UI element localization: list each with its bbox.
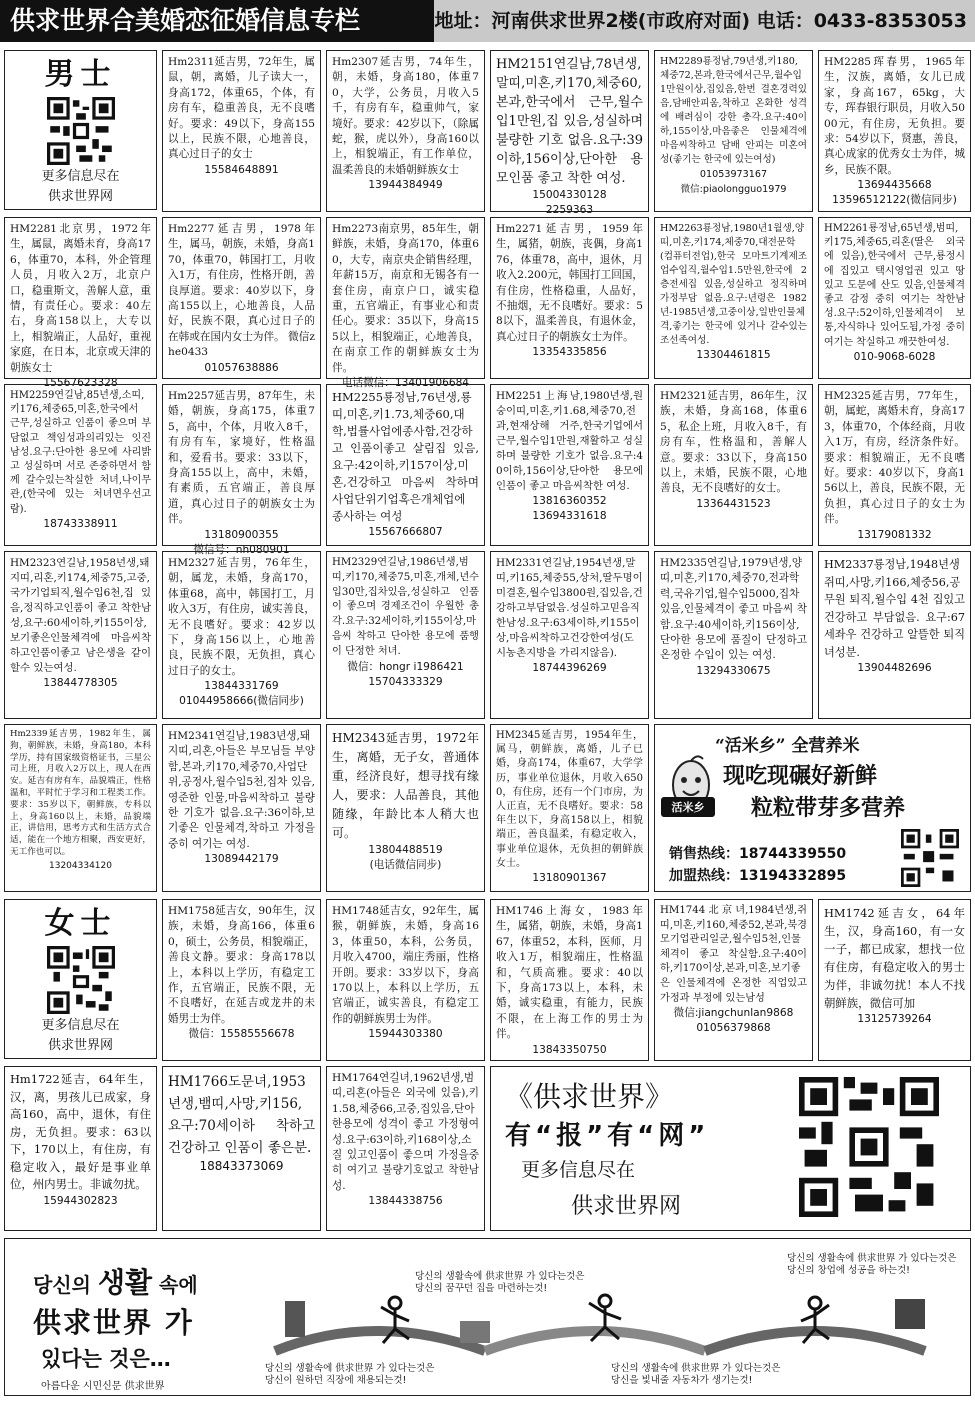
banner-tagline: 아름다운 시민신문 供求世界 <box>41 1381 165 1392</box>
ad-text: HM2327延吉男，76年生，朝，属龙，未婚，身高170，体重68，高中，韩国打工，月收入3万，有住房，诚实善良，无不良嗜好。要求：42岁以下，身高156以上，心地善良，民族不限，无负担，真心过日子的女士。 <box>168 557 315 677</box>
ad-card <box>654 50 813 212</box>
ad-phone: 18744396269 <box>532 662 607 674</box>
ad-card <box>818 899 971 1061</box>
ad-text: Hm2277延吉男，1978年生，属马，朝族，未婚，身高170，体重70，韩国打工，月收入1万，有住房，性格开朗，善良厚道。要求：40岁以下，身高155以上，心地善良，人品好，民族不限，真心过日子的在韩或在国内女士为伴。 微信zhe0433 <box>168 223 315 359</box>
ad-text: HM2151연길남,78년생,말띠,미혼,키170,체중60,본과,한국에서 근무,월수입1만원,집 있음,성실하며 불량한 기호 없음.요구:39이하,156이상,단아한 용모인품 좋고 착한 여성. <box>496 57 643 186</box>
banner-line-2: 供求世界 가 <box>33 1306 194 1339</box>
ad-text: HM2325延吉男，77年生，朝，属蛇，离婚未育，身高173，体重70，个体经商，月收入1万，有房，经济条件好。要求：相貌端正，无不良嗜好。要求：40岁以下，身高156以上，善良，民族不限，无负担，真心过日子的女士为伴。 <box>824 390 965 526</box>
join-label: 加盟热线： <box>669 868 739 884</box>
ad-text: Hm1722延吉，64年生，汉，离，男孩儿已成家，身高160，高中，退休，有住房，无负担。要求：63以下，170以上，有住房，有稳定收入，最好是事业单位，州内男士。非诚勿扰。 <box>10 1072 151 1191</box>
ad-phone: 13294330675 <box>696 664 771 677</box>
ad-phone: 15004330128 2259363 <box>532 189 607 216</box>
banner-caption-car: 당신의 생활속에 供求世界 가 있다는것은 당신을 빛내줄 자동차가 생기는것! <box>611 1363 781 1386</box>
qr-code-icon <box>901 829 959 887</box>
ad-text: Hm2273南京男，85年生，朝鲜族，未婚，身高170，体重60，大专，南京央企销售经理，年薪15万，南京和无锡各有一套住房，南京户口，诚实稳重，五官端正，有事业心和责任心。要求：35以下，身高155以上，相貌端正，心地善良，在南京工作的朝鲜族女士为伴。 <box>332 223 479 374</box>
banner-line-3: 있다는 것은… <box>41 1347 171 1371</box>
ad-card <box>4 384 157 546</box>
ad-card <box>326 551 485 719</box>
ad-card <box>4 551 157 719</box>
banner-word-1: 당신의 <box>33 1273 91 1297</box>
ad-text: HM2281北京男，1972年生，属鼠，离婚未育，身高176，体重70，本科，外企管理人员，月收入2万，北京户口，稳重斯文，善解人意，重情，有责任心。要求：40左右，身高158以上，大专以上，相貌端正，人品好，重视家庭，在日本，北京或天津的朝族女士 <box>10 223 151 374</box>
promo-more: 更多信息尽在 <box>521 1159 636 1181</box>
ad-phone: 010-9068-6028 <box>853 350 936 363</box>
ad-card <box>654 899 813 1061</box>
ad-phone: 13843350750 <box>532 1043 607 1056</box>
ad-card <box>490 724 649 892</box>
ad-phone: 微信：15585556678 <box>188 1028 295 1041</box>
ad-card <box>490 899 649 1061</box>
rice-slogan-2: 粒粒带芽多营养 <box>751 796 906 821</box>
ad-phone: 01057638886 <box>204 361 279 374</box>
ad-card <box>490 551 649 719</box>
ad-phone: 13204334120 <box>49 860 112 871</box>
ad-text: HM2329연길남,1986년생,범띠,키170,체중75,미혼,개체,년수입30만,집차있음,성실하고 인품이 좋으며 경제조건이 우월한 총각.요구:32세이하,키155이상,마음씨 착하고 단아한 용모에 품행이 단정한 처녀. <box>332 557 480 657</box>
ad-phone: 15944302823 <box>43 1194 118 1207</box>
ad-phone: 微信：hongr i1986421 15704333329 <box>347 660 464 688</box>
ad-card <box>490 217 649 379</box>
men-brand-text: 供求世界网 <box>47 189 113 204</box>
ad-card <box>654 384 813 546</box>
page-title: 供求世界合美婚恋征婚信息专栏 <box>0 0 434 42</box>
ad-phone: 13804488519 (电话微信同步) <box>368 844 443 871</box>
banner-word-3: 속에 <box>159 1273 198 1297</box>
sales-label: 销售热线： <box>669 846 739 862</box>
women-badge <box>4 899 157 1059</box>
qr-code-icon <box>47 946 115 1014</box>
ad-phone: 15584648891 <box>204 163 279 176</box>
ad-text: HM2251上海남,1980년생,원숭이띠,미혼,키1.68,체중70,전과,현재상해 거주,한국기업에서근무,월수입1만원,재활하고 성실하며 불량한 기호가 없음.요구:40이하,156이상,단아한 용모에 인품이 좋고 마음씨착한 여성. <box>496 390 644 492</box>
ad-phone: 微信:jiangchunlan9868 01056379868 <box>673 1007 794 1035</box>
sales-phone: 18744339550 <box>739 846 847 862</box>
ad-card <box>326 724 485 892</box>
header-address: 地址：河南供求世界2楼(市政府对面) 电话：0433-8353053 <box>434 0 975 42</box>
ad-card <box>326 1066 485 1231</box>
men-label: 男士 <box>44 57 117 92</box>
banner-caption-business: 당신의 생활속에 供求世界 가 있다는것은 당신의 창업에 성공을 하는것! <box>787 1253 957 1276</box>
ad-card <box>818 551 971 719</box>
page-header <box>0 0 975 42</box>
women-label: 女士 <box>44 906 117 941</box>
ad-phone: 13694435668 13596512122(微信同步) <box>832 179 957 207</box>
ad-text: HM2321延吉男，86年生，汉族，未婚，身高168，体重65，私企上班，月收入8千，有房有车，性格温和，善解人意。要求：33以下，身高150以上，未婚，民族不限，心地善良，无不良嗜好的女士。 <box>660 390 807 495</box>
ad-card <box>4 1066 157 1231</box>
ad-card <box>818 217 971 379</box>
women-more-text: 更多信息尽在 <box>41 1018 120 1033</box>
promo-title: 《供求世界》 <box>505 1080 674 1113</box>
ad-text: HM2341연길남,1983년생,돼지띠,리혼,아들은 부모님들 부양함,본과,키170,체중70,사업단위,공정사,월수입5천,집차 있음,영준한 인물,마음씨착하고 불량한 기호가 없음.요구:36이하,보기좋은 인물체격,착하고 가정을 중히 여기는 여성. <box>168 730 315 850</box>
banner-caption-job: 당신의 생활속에 供求世界 가 있다는것은 당신이 원하던 직장에 채용되는것! <box>265 1363 435 1386</box>
ad-text: HM1748延吉女，92年生，属猴，朝鲜族，未婚，身高163，体重50，本科，公务员，月收入4700，端庄秀丽，性格开朗。要求：33岁以下，身高170以上，本科以上学历，五官端正，诚实善良，有稳定工作的朝鲜族男士为伴。 <box>332 905 479 1025</box>
rice-logo: 活米乡 <box>661 797 715 817</box>
ad-text: HM2289룡정남,79년생,키180,체중72,본과,한국에서근무,월수입1만원이상,집있음,한번 결혼경력있음,담배안피움,착하고 온화한 성격에 배려심이 강한 총각.요구:40이하,155이상,마음좋은 인물체격에 마음씨착하고 담배 안피는 미혼여성(좋기는 한국에 있는여성) <box>660 56 807 165</box>
promo-brand: 供求世界网 <box>571 1194 682 1219</box>
rice-slogan-1: 现吃现碾好新鲜 <box>723 764 878 789</box>
ad-phone: 18843373069 <box>199 1159 284 1173</box>
ad-phone: 13816360352 13694331618 <box>532 495 607 522</box>
banner-caption-house: 당신의 생활속에 供求世界 가 있다는것은 당신의 꿈꾸던 집을 마련하는것! <box>415 1271 585 1294</box>
join-phone: 13194332895 <box>739 868 847 884</box>
ad-card <box>326 217 485 390</box>
ad-phone: 13364431523 <box>696 497 771 510</box>
ad-text: HM2259연길남,85년생,소띠,키176,체중65,미혼,한국에서 근무,성실하고 인품이 좋으며 부담없고 책임성과의리있는 잇진 남성.요구:단아한 용모에 사리밝고 성실하며 서로 존중하면서 함께 갈수있는착실한 처녀,나이무관,(한국에 있는 처녀면우선고람). <box>10 390 151 515</box>
ad-phone: 13089442179 <box>204 853 279 866</box>
men-badge <box>4 50 157 210</box>
ad-card <box>162 551 321 719</box>
ad-phone: 13180900355 微信号：nh080901 <box>193 528 290 556</box>
ad-card <box>654 551 813 719</box>
ad-text: Hm2271延吉男，1959年生，属猪，朝族，丧偶，身高176，体重78，高中，退休，月收入2.200元，韩国打工回国，有住房，性格稳重，人品好，不抽烟，无不良嗜好。要求：58以下，温柔善良，有退休金，真心过日子的朝族女士为伴。 <box>496 223 643 343</box>
ad-phone: 13179081332 <box>857 528 932 541</box>
ad-text: Hm2311延吉男，72年生，属鼠，朝，离婚，儿子读大一，身高172，体重65，个体，有房有车，稳重善良，无不良嗜好。要求：49以下，身高155以上，民族不限，心地善良，真心过日子的女士 <box>168 56 315 161</box>
qr-code-icon <box>47 97 115 165</box>
ad-card <box>162 384 321 556</box>
ad-card <box>326 384 485 546</box>
ad-text: HM2261룡정남,65년생,범띠,키175,체중65,리혼(딸은 외국에 있음),한국에서 근무,룡정시에 집있고 택시영업권 있고 땅 있고 도문에 산도 있음,인물체격 좋고 감정 중히 여기는 착한남성.요구:52이하,인물체격이 보통,자식하나 있어도됨,가정 중히 여기는 착실하고 깨끗한여성. <box>824 223 965 348</box>
ad-text: HM2285珲春男，1965年生，汉族，离婚，女儿已成家，身高167，65kg，大专，珲春银行职员，月收入5000元，有住房，无负担。要求：54岁以下，贤惠，善良，真心成家的优秀女士为伴，城乡，民族不限。 <box>824 56 965 176</box>
rice-advertisement <box>654 724 971 892</box>
ad-text: Hm2339延吉男，1982年生，属狗，朝鲜族，未婚，身高180，本科学历，持有国家级资格证书，三星公司上班，月收入2万以上，现人在西安。延吉有房有车，品貌端正，性格温和，平时忙于学习和工程类工作。要求：35岁以下，朝鲜族，专科以上，身高160以上，未婚，品貌端正，讲信用，思考方式和生活方式合适，能在一个地方相聚，西安更好，无工作也可以。 <box>10 729 151 857</box>
ad-card <box>818 384 971 546</box>
ad-phone: 18743338911 <box>43 517 118 530</box>
ad-phone: 15567666807 <box>368 526 443 538</box>
bottom-banner <box>4 1238 971 1396</box>
promo-box <box>490 1066 971 1231</box>
ad-phone: 13904482696 <box>857 662 932 674</box>
ad-phone: 电话微信：13401906684 <box>341 377 470 390</box>
qr-code-icon <box>799 1077 939 1217</box>
ad-card <box>162 899 321 1061</box>
ad-text: HM2335연길남,1979년생,양띠,미혼,키170,체중70,전과학력,국유기업,월수입5000,집차있음,인물체격이 좋고 마음씨 착함.요구:40세이하,키156이상,단아한 용모에 품질이 단정하고 온정한 수입이 있는 여성. <box>660 557 807 662</box>
ad-text: HM1764연길녀,1962년생,범띠,리혼(아들은 외국에 있음),키1.58,체중66,고중,집있음,단아한용모에 성격이 좋고 가정형여성.요구:63이하,키168이상,소질 있고인품이 좋으며 가정을중히 여기고 불량기호없고 착한남성. <box>332 1072 479 1192</box>
people-jumping-illustration <box>255 1291 945 1363</box>
banner-word-2: 생활 <box>97 1266 153 1299</box>
ad-text: HM2343延吉男，1972年生，离婚，无子女，普通体重，经济良好，想寻找有缘人，要求：人品善良，其他随缘，年龄比本人稍大也可。 <box>332 731 479 840</box>
ad-card <box>4 724 157 892</box>
ad-card <box>326 899 485 1061</box>
ad-card <box>4 217 157 390</box>
men-more-text: 更多信息尽在 <box>41 169 120 184</box>
ad-text: HM2323연길남,1958년생,돼지띠,리혼,키174,체중75,고중,국가기업퇴직,월수입6천,집 있음,정직하고인품이 좋고 착한남성,요구:60세이하,키155이상,보기좋은인물체격에 마음씨착하고인품이좋고 남은생을 같이할수 있는여성. <box>10 557 151 674</box>
ad-text: HM1742延吉女，64年生，汉，身高160，有一女一子，都已成家，想找一位有住房，有稳定收入的男士为伴，非诚勿扰！本人不找朝鲜族，微信可加 <box>824 906 965 1010</box>
ad-text: Hm2307延吉男，74年生，朝，未婚，身高180，体重70，大学，公务员，月收入5千，有房有车，稳重帅气，家境好。要求：42岁以下，（除属蛇，猴，虎以外），身高160以上，相貌端正，有工作单位，温柔善良的未婚朝鲜族女士 <box>332 56 479 176</box>
ad-card <box>326 50 485 212</box>
ad-text: HM2337룡정남,1948년생쥐띠,사망,키166,체중56,공무원 퇴직,월수입 4천 집있고 건강하고 부담없음. 요구:67세좌우 건강하고 알뜰한 퇴직녀성분. <box>824 558 965 659</box>
ad-phone: 13844778305 <box>43 677 118 689</box>
ad-card <box>490 384 649 546</box>
ad-phone: 15944303380 <box>368 1028 443 1041</box>
ad-phone: 13125739264 <box>857 1013 932 1025</box>
ad-text: HM1758延吉女，90年生，汉族，未婚，身高166，体重60，硕士，公务员，相貌端正，善良文静。要求：身高178以上，本科以上学历，有稳定工作，五官端正，民族不限，无不良嗜好，在延吉或龙井的未婚男士为伴。 <box>168 905 315 1025</box>
ad-card <box>818 50 971 212</box>
ad-phone: 13304461815 <box>696 349 771 361</box>
ad-text: HM1766도문녀,1953년생,뱀띠,사망,키156,요구:70세이하 착하고 건강하고 인품이 좋은분. <box>168 1074 315 1156</box>
rice-kicker: “活米乡” 全营养米 <box>715 736 860 756</box>
ad-text: HM1746上海女，1983年生，属猪，朝族，未婚，身高167，体重52，本科，医师，月收入1万，相貌端庄，性格温和，气质高雅。要求：40以下，身高173以上，本科，未婚，诚实稳重，有能力，民族不限，在上海工作的男士为伴。 <box>496 905 643 1041</box>
ad-phone: 13844338756 <box>368 1195 443 1208</box>
ad-text: HM2331연길남,1954년생,말띠,키165,체중55,상처,딸두명이미결혼,월수입3800원,집있음,건강하고부담없음.성실하고믿음직한남성.요구:63세이하,키155이상,마음씨착하고건강한여성(도시농촌지방을 가리지않음). <box>496 557 643 659</box>
ad-card <box>162 724 321 892</box>
ad-text: HM2345延吉男，1954年生，属马，朝鲜族，离婚，儿子已婚，身高174，体重67，大学学历，事业单位退休，月收入6500，有住房，还有一个门市房，为人正直，无不良嗜好。要求：58年生以下，身高158以上，相貌端正，善良温柔，有稳定收入，事业单位退休，无负担的朝鲜族女士。 <box>496 730 643 869</box>
ad-card <box>162 1066 321 1231</box>
ad-card <box>162 217 321 379</box>
ad-text: HM2255룡정남,76년생,룡띠,미혼,키1.73,체중60,대학,법률사업에종사함,건강하고 인품이좋고 살림집 있음,요구:42이하,키157이상,미혼,건강하고 마음씨 착하며 사업단위기업혹은개체업에 종사하는 여성 <box>332 390 479 523</box>
ad-text: HM1744北京녀,1984년생,쥐띠,미혼,키160,체중52,본과,북경 모기업관리일군,월수입5천,인물체격이 좋고 착실함.요구:40이하,키170이상,본과,미혼,보기좋은 인물체격에 온정한 직업있고 가정과 부정에 있는남성 <box>660 905 808 1004</box>
ad-text: Hm2257延吉男，87年生，未婚，朝族，身高175，体重75，高中，个体，月收入8千，有房有车，家境好，性格温和，爱看书。要求：33以下，身高155以上，高中，未婚，有素质，五官端正，善良厚道，真心过日子的朝族女士为伴。 <box>168 390 315 526</box>
ad-card <box>654 217 813 379</box>
women-brand-text: 供求世界网 <box>47 1038 113 1053</box>
ad-text: HM2263룡정남,1980년1월생,양띠,미혼,키174,체중70,대전문학(컴퓨터전업),한국 모마트기계제조업수입직,월수입1.5만원,한국에 2층전세집 있음,성실하고 정직하며 가정부담 없음.요구:년령은 1982년-1985년생,고중이상,일반인물체격,좋기는 한국에 있거나 갈수있는 조선족여성. <box>660 223 807 346</box>
ad-card <box>490 50 649 216</box>
ad-phone: 15567623328 <box>43 377 118 390</box>
promo-slogan: 有“报”有“网” <box>505 1121 710 1151</box>
ad-phone: 13354335856 <box>532 346 607 359</box>
ad-phone: 13180901367 <box>532 872 607 885</box>
ad-card <box>162 50 321 212</box>
ad-phone: 13944384949 <box>368 179 443 192</box>
ad-phone: 01053973167 微信:piaolongguo1979 <box>680 169 787 195</box>
ad-phone: 13844331769 01044958666(微信同步) <box>179 680 304 708</box>
